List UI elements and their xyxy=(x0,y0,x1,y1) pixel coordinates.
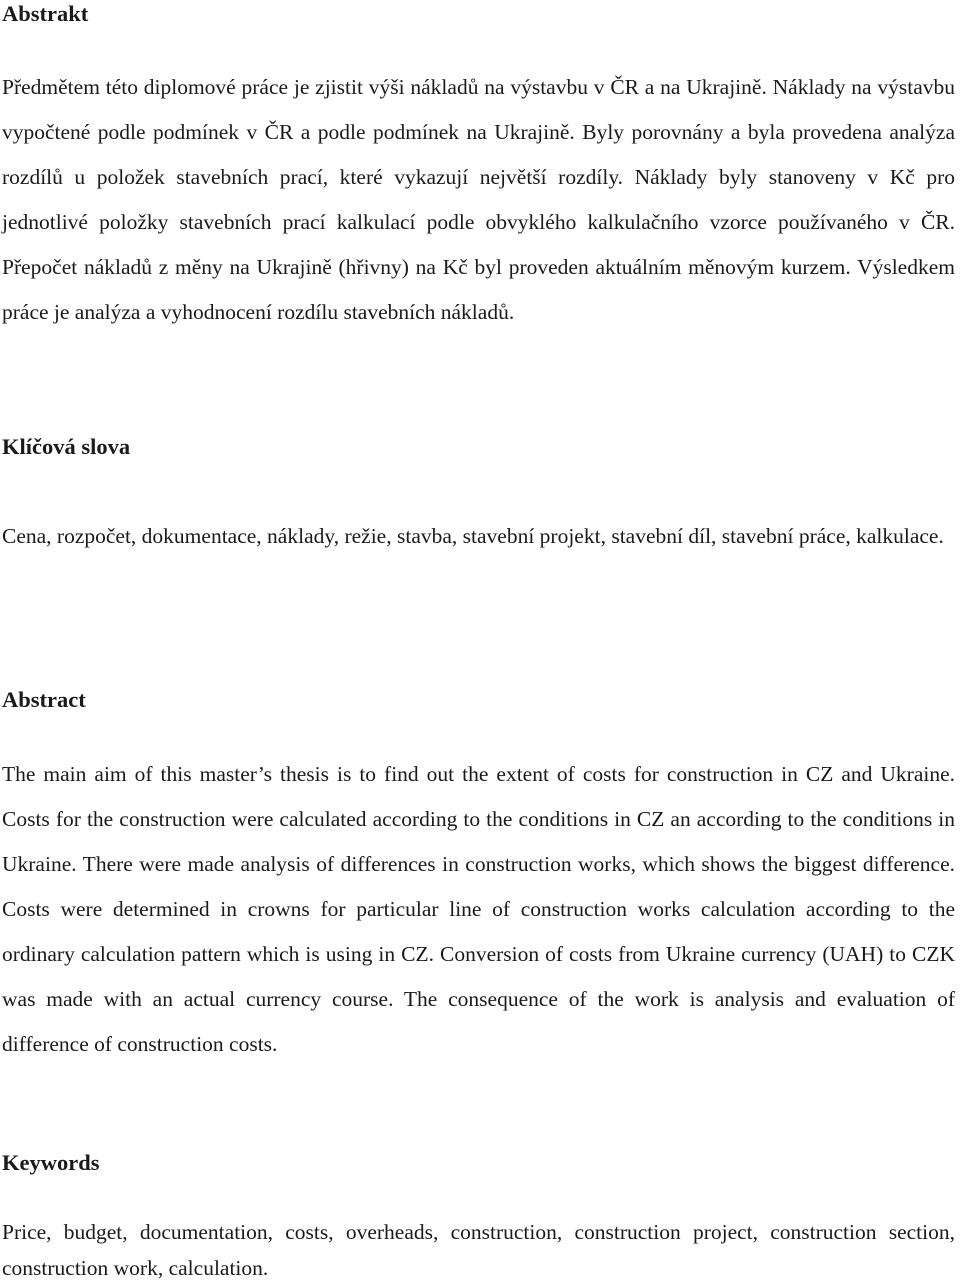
english-abstract-text: The main aim of this master’s thesis is to find out the extent of costs for construction in CZ and Ukraine. Costs for the construction were calculated according to the conditions in CZ an according to the conditions in Ukraine. There were made analysis of differences in construction works, which shows the biggest difference. Costs were determined in crowns for particular line of construction works calculation according to the ordinary calculation pattern which is using in CZ. Conversion of costs from Ukraine currency (UAH) to CZK was made with an actual currency course. The consequence of the work is analysis and evaluation of difference of construction costs. xyxy=(2,762,955,1056)
english-abstract-heading: Abstract xyxy=(2,687,86,712)
english-keywords-text: Price, budget, documentation, costs, overheads, construction, construction project, construction section, construction work, calculation. xyxy=(2,1220,955,1280)
czech-abstract-text: Předmětem této diplomové práce je zjistit výši nákladů na výstavbu v ČR a na Ukrajině. Náklady na výstavbu vypočtené podle podmínek v ČR a podle podmínek na Ukrajině. Byly porovnány a byla provedena analýza rozdílů u položek stavebních prací, které vykazují největší rozdíly. Náklady byly stanoveny v Kč pro jednotlivé položky stavebních prací kalkulací podle obvyklého kalkulačního vzorce používaného v ČR. Přepočet nákladů z měny na Ukrajině (hřivny) na Kč byl proveden aktuálním měnovým kurzem. Výsledkem práce je analýza a vyhodnocení rozdílu stavebních nákladů. xyxy=(2,75,955,324)
czech-keywords-heading: Klíčová slova xyxy=(2,434,131,459)
czech-abstract-heading: Abstrakt xyxy=(2,1,89,26)
czech-keywords-text: Cena, rozpočet, dokumentace, náklady, režie, stavba, stavební projekt, stavební díl, stavební práce, kalkulace. xyxy=(2,524,944,548)
english-keywords-heading: Keywords xyxy=(2,1150,100,1175)
